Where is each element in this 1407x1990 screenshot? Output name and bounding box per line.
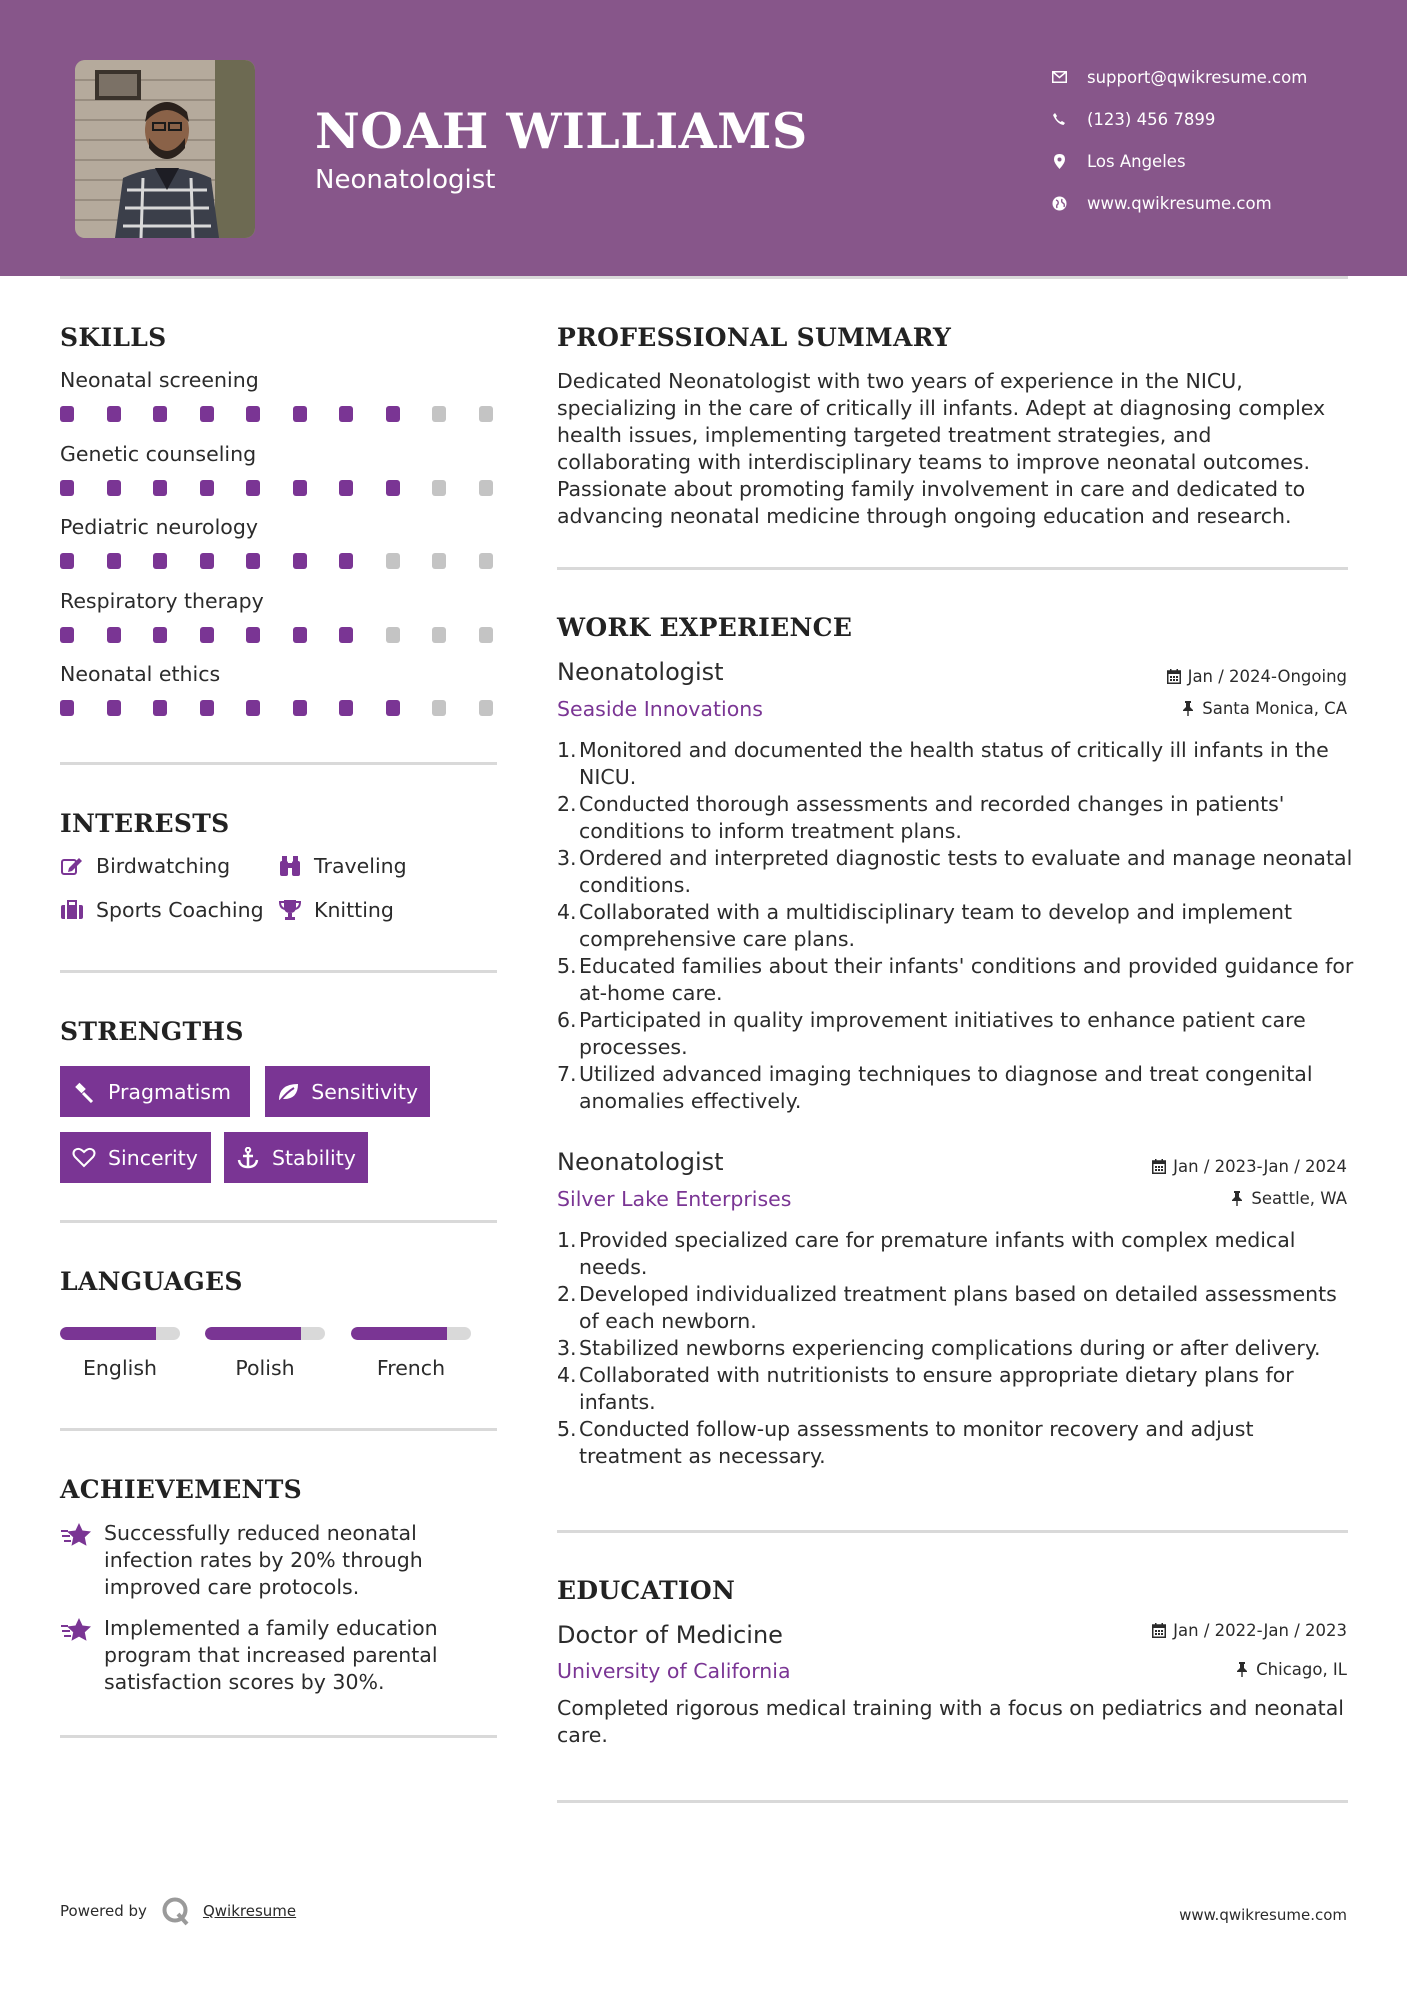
language-level-fill [205, 1327, 301, 1340]
rating-dot-filled [200, 700, 214, 716]
rating-dot-filled [60, 553, 74, 569]
rating-dot-filled [339, 553, 353, 569]
bullet-number: 5. [557, 954, 577, 978]
rating-dot-filled [339, 480, 353, 496]
globe-icon [1050, 194, 1068, 212]
strength-badge [60, 1132, 211, 1183]
powered-by-text: Powered by [60, 1902, 147, 1920]
strength-label: Sensitivity [311, 1079, 418, 1104]
contact-email-text: support@qwikresume.com [1087, 67, 1308, 87]
rating-dot-filled [60, 480, 74, 496]
rating-dot-filled [200, 480, 214, 496]
gavel-icon [72, 1080, 96, 1104]
rating-dot-empty [432, 553, 446, 569]
contact-location-text: Los Angeles [1087, 151, 1186, 171]
pushpin-icon [1234, 1662, 1250, 1678]
achievement-item [60, 1615, 500, 1696]
interest-item [60, 854, 230, 878]
education-school: University of California [557, 1659, 791, 1683]
rating-dot-filled [107, 406, 121, 422]
education-divider [557, 1800, 1348, 1803]
job-bullet [557, 1416, 1357, 1470]
rating-dot-filled [60, 406, 74, 422]
education-location-text: Chicago, IL [1256, 1660, 1347, 1679]
job-location [1229, 1189, 1347, 1208]
qwikresume-link[interactable]: Qwikresume [202, 1902, 297, 1920]
job-dates [1166, 667, 1347, 686]
job-bullet [557, 845, 1357, 899]
strength-badge [60, 1066, 250, 1117]
job-bullet [557, 1281, 1357, 1335]
job-bullet [557, 899, 1357, 953]
rating-dot-empty [479, 406, 493, 422]
job-bullet [557, 1362, 1357, 1416]
strength-label: Pragmatism [108, 1079, 231, 1104]
rating-dot-filled [246, 700, 260, 716]
header-divider [60, 276, 1348, 279]
language-label: English [82, 1356, 158, 1380]
resume-header [0, 0, 1407, 276]
rating-dot-filled [200, 627, 214, 643]
edit-icon [60, 854, 84, 878]
skill-label: Pediatric neurology [60, 515, 258, 539]
leaf-icon [277, 1080, 299, 1104]
footer-powered-by [60, 1896, 296, 1926]
job-bullets [557, 1227, 1357, 1470]
rating-dot-filled [200, 553, 214, 569]
interests-heading: INTERESTS [60, 809, 230, 838]
rating-dot-filled [107, 553, 121, 569]
interest-label: Sports Coaching [96, 898, 264, 922]
skill-rating [60, 627, 525, 643]
job-bullet [557, 1061, 1357, 1115]
rating-dot-filled [293, 700, 307, 716]
candidate-name: NOAH WILLIAMS [315, 102, 808, 160]
contact-website-text: www.qwikresume.com [1087, 193, 1272, 213]
job-bullet [557, 737, 1357, 791]
rating-dot-empty [479, 480, 493, 496]
contact-location [1050, 140, 1307, 182]
achievements-heading: ACHIEVEMENTS [60, 1475, 302, 1504]
candidate-title: Neonatologist [315, 165, 496, 195]
rating-dot-filled [153, 553, 167, 569]
job-bullet [557, 791, 1357, 845]
rating-dot-filled [60, 700, 74, 716]
rating-dot-filled [153, 480, 167, 496]
bullet-text: Participated in quality improvement initiatives to enhance patient care processes. [579, 1008, 1306, 1059]
rating-dot-empty [432, 627, 446, 643]
education-heading: EDUCATION [557, 1576, 736, 1605]
rating-dot-filled [339, 406, 353, 422]
pushpin-icon [1180, 701, 1196, 717]
interest-item [278, 854, 407, 878]
job-bullets [557, 737, 1357, 1115]
bullet-number: 1. [557, 738, 577, 762]
calendar-icon [1166, 669, 1182, 685]
rating-dot-filled [153, 700, 167, 716]
briefcase-icon [60, 898, 84, 922]
bullet-text: Educated families about their infants' conditions and provided guidance for at-home care. [579, 954, 1354, 1005]
bullet-number: 4. [557, 900, 577, 924]
rating-dot-filled [293, 480, 307, 496]
language-label: Polish [235, 1356, 295, 1380]
footer-website[interactable]: www.qwikresume.com [1179, 1906, 1347, 1924]
bullet-text: Stabilized newborns experiencing complications during or after delivery. [579, 1336, 1321, 1360]
rating-dot-empty [479, 553, 493, 569]
bullet-text: Conducted follow-up assessments to monitor recovery and adjust treatment as necessary. [579, 1417, 1254, 1468]
rating-dot-empty [386, 553, 400, 569]
rating-dot-empty [432, 406, 446, 422]
languages-heading: LANGUAGES [60, 1267, 243, 1296]
bullet-number: 4. [557, 1363, 577, 1387]
rating-dot-filled [339, 627, 353, 643]
envelope-icon [1050, 68, 1068, 86]
rating-dot-empty [386, 627, 400, 643]
strengths-divider [60, 1220, 497, 1223]
job-role: Neonatologist [557, 1148, 724, 1176]
strength-label: Sincerity [108, 1145, 198, 1170]
strength-badge [265, 1066, 430, 1117]
rating-dot-filled [246, 553, 260, 569]
education-location [1234, 1660, 1347, 1679]
experience-heading: WORK EXPERIENCE [557, 613, 853, 642]
rating-dot-filled [246, 406, 260, 422]
qwikresume-logo-icon [161, 1896, 191, 1926]
job-bullet [557, 953, 1357, 1007]
education-description: Completed rigorous medical training with a focus on pediatrics and neonatal care. [557, 1696, 1344, 1747]
rating-dot-filled [246, 627, 260, 643]
pushpin-icon [1229, 1191, 1245, 1207]
rating-dot-empty [432, 480, 446, 496]
heart-icon [72, 1146, 96, 1170]
bullet-text: Developed individualized treatment plans based on detailed assessments of each newborn. [579, 1282, 1337, 1333]
interest-item [60, 898, 264, 922]
rating-dot-filled [386, 480, 400, 496]
trophy-icon [278, 898, 302, 922]
language-level-fill [60, 1327, 156, 1340]
map-marker-icon [1050, 152, 1068, 170]
rating-dot-filled [246, 480, 260, 496]
job-bullet [557, 1007, 1357, 1061]
skill-label: Neonatal ethics [60, 662, 221, 686]
rating-dot-filled [293, 406, 307, 422]
star-icon [60, 1520, 94, 1601]
summary-heading: PROFESSIONAL SUMMARY [557, 323, 952, 352]
languages-divider [60, 1428, 497, 1431]
interest-label: Knitting [314, 898, 394, 922]
skill-label: Genetic counseling [60, 441, 257, 466]
rating-dot-filled [200, 406, 214, 422]
language-label: French [376, 1356, 446, 1380]
skill-label: Respiratory therapy [60, 588, 264, 613]
bullet-text: Utilized advanced imaging techniques to diagnose and treat congenital anomalies effectively. [579, 1062, 1313, 1113]
bullet-number: 2. [557, 1282, 577, 1306]
job-location [1180, 699, 1347, 718]
rating-dot-filled [153, 406, 167, 422]
strengths-heading: STRENGTHS [60, 1017, 244, 1046]
education-dates [1151, 1621, 1347, 1640]
star-icon [60, 1615, 94, 1696]
skill-rating [60, 480, 525, 496]
bullet-number: 3. [557, 1336, 577, 1360]
job-dates-text: Jan / 2023-Jan / 2024 [1173, 1157, 1347, 1176]
interest-item [278, 898, 394, 922]
job-bullet [557, 1335, 1357, 1362]
interests-divider [60, 970, 497, 973]
rating-dot-filled [386, 700, 400, 716]
rating-dot-filled [107, 480, 121, 496]
rating-dot-empty [479, 627, 493, 643]
skill-rating [60, 406, 525, 422]
calendar-icon [1151, 1159, 1167, 1175]
job-company: Seaside Innovations [557, 697, 763, 721]
bullet-number: 7. [557, 1062, 577, 1086]
achievement-text: Successfully reduced neonatal infection rates by 20% through improved care protocols. [104, 1521, 423, 1599]
rating-dot-filled [386, 406, 400, 422]
language-level-bar [60, 1327, 180, 1340]
contact-website[interactable] [1050, 182, 1307, 224]
skill-label: Neonatal screening [60, 368, 259, 392]
binoculars-icon [278, 854, 302, 878]
job-role: Neonatologist [557, 658, 724, 686]
bullet-number: 6. [557, 1008, 577, 1032]
contact-list [1050, 56, 1307, 224]
rating-dot-filled [153, 627, 167, 643]
bullet-text: Monitored and documented the health status of critically ill infants in the NICU. [579, 738, 1329, 789]
language-level-bar [351, 1327, 471, 1340]
skills-heading: SKILLS [60, 323, 167, 352]
rating-dot-empty [479, 700, 493, 716]
rating-dot-filled [339, 700, 353, 716]
education-dates-text: Jan / 2022-Jan / 2023 [1173, 1621, 1347, 1640]
experience-divider [557, 1530, 1348, 1533]
contact-phone[interactable] [1050, 98, 1307, 140]
skill-rating [60, 553, 525, 569]
achievements-divider [60, 1735, 497, 1738]
rating-dot-filled [293, 627, 307, 643]
rating-dot-filled [107, 700, 121, 716]
bullet-number: 1. [557, 1228, 577, 1252]
bullet-text: Provided specialized care for premature infants with complex medical needs. [579, 1228, 1296, 1279]
job-dates-text: Jan / 2024-Ongoing [1187, 667, 1347, 686]
rating-dot-filled [293, 553, 307, 569]
profile-photo [75, 60, 255, 238]
language-level-bar [205, 1327, 325, 1340]
phone-icon [1050, 110, 1068, 128]
bullet-number: 5. [557, 1417, 577, 1441]
bullet-number: 3. [557, 846, 577, 870]
anchor-icon [236, 1146, 260, 1170]
strength-badge [224, 1132, 368, 1183]
education-degree: Doctor of Medicine [557, 1621, 783, 1649]
bullet-text: Conducted thorough assessments and recorded changes in patients' conditions to inform treatment plans. [579, 792, 1285, 843]
interest-label: Traveling [314, 854, 407, 878]
summary-divider [557, 567, 1348, 570]
strength-label: Stability [272, 1145, 356, 1170]
skill-rating [60, 700, 525, 716]
achievement-item [60, 1520, 500, 1601]
rating-dot-filled [107, 627, 121, 643]
rating-dot-empty [432, 700, 446, 716]
bullet-number: 2. [557, 792, 577, 816]
skills-divider [60, 762, 497, 765]
contact-email[interactable] [1050, 56, 1307, 98]
bullet-text: Ordered and interpreted diagnostic tests to evaluate and manage neonatal conditions. [579, 846, 1353, 897]
job-bullet [557, 1227, 1357, 1281]
rating-dot-filled [60, 627, 74, 643]
bullet-text: Collaborated with nutritionists to ensure appropriate dietary plans for infants. [579, 1363, 1294, 1414]
achievement-text: Implemented a family education program that increased parental satisfaction scores by 30%. [104, 1616, 438, 1694]
job-dates [1151, 1157, 1347, 1176]
bullet-text: Collaborated with a multidisciplinary team to develop and implement comprehensive care plans. [579, 900, 1293, 951]
language-level-fill [351, 1327, 447, 1340]
job-company: Silver Lake Enterprises [557, 1187, 792, 1211]
calendar-icon [1151, 1623, 1167, 1639]
job-location-text: Seattle, WA [1251, 1189, 1347, 1208]
contact-phone-text: (123) 456 7899 [1087, 109, 1216, 129]
summary-text: Dedicated Neonatologist with two years of experience in the NICU, specializing in the care of critically ill infants. Adept at diagnosing complex health issues, implementing targeted treatment strategies, and collaborating with interdisciplinary teams to improve neonatal outcomes. Passionate about promoting family involvement in care and dedicated to advancing neonatal medicine through ongoing education and research. [557, 369, 1326, 528]
job-location-text: Santa Monica, CA [1202, 699, 1347, 718]
interest-label: Birdwatching [96, 854, 231, 878]
